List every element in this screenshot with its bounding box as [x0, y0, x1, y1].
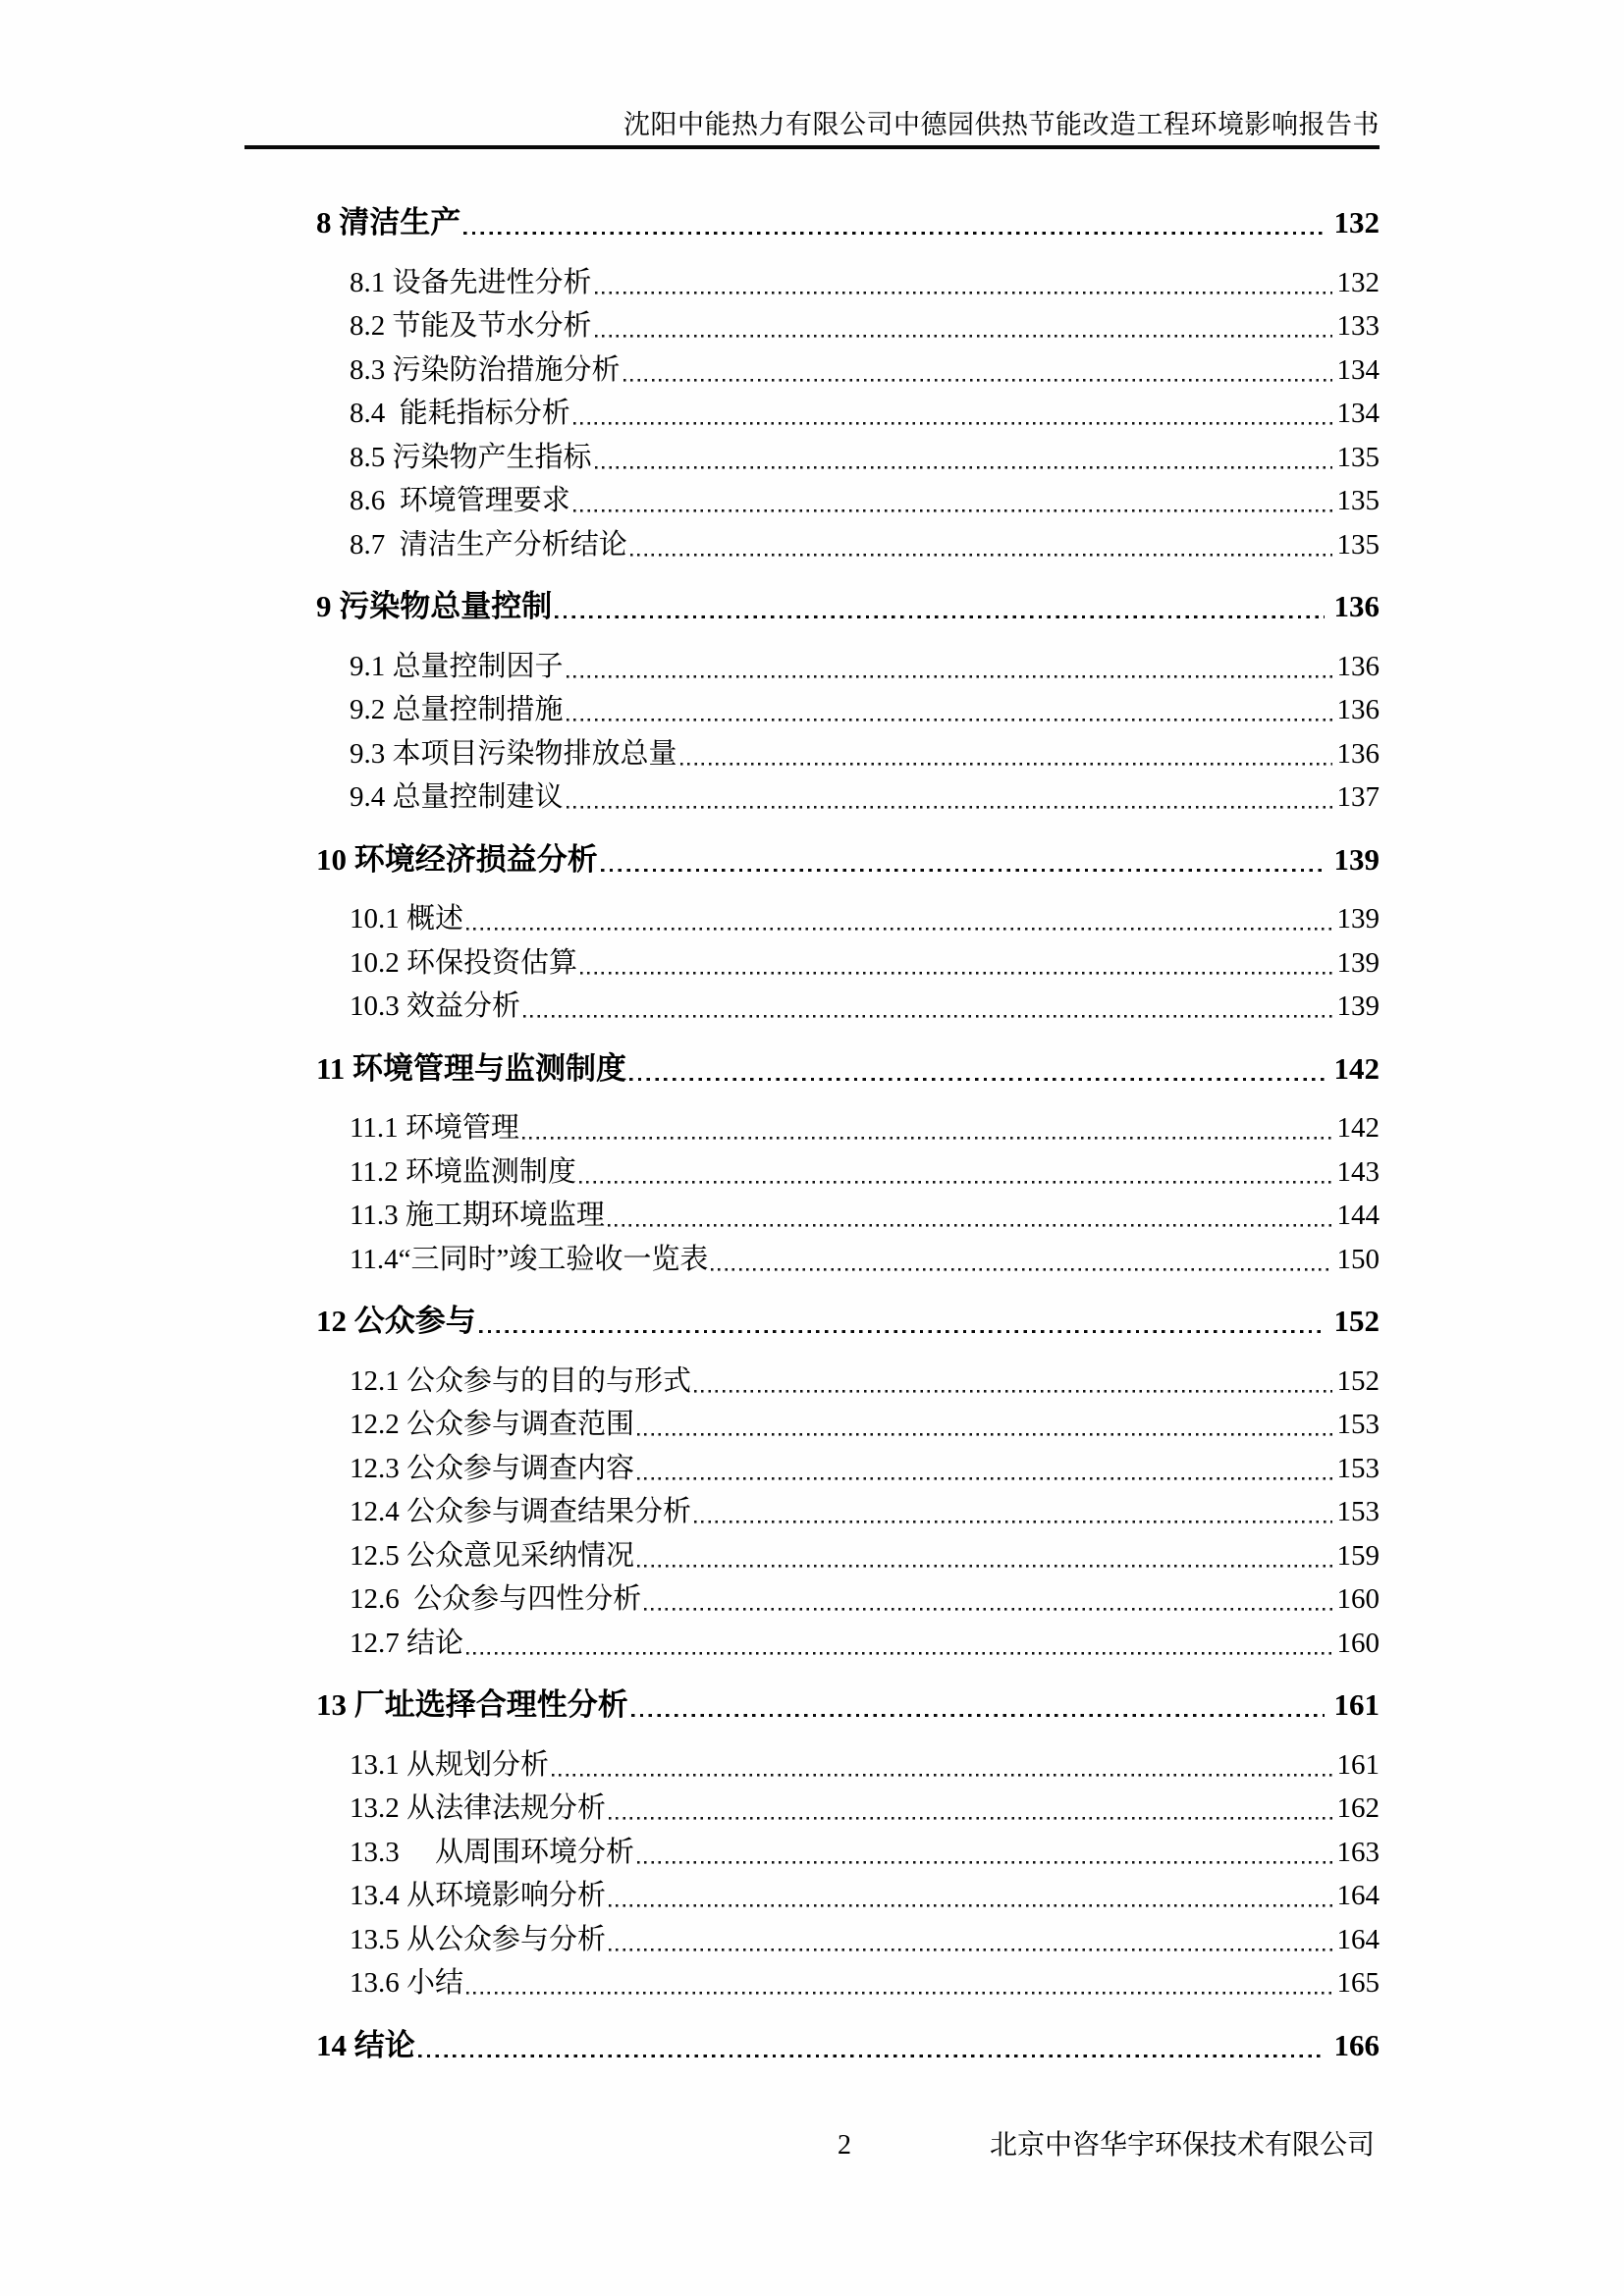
toc-entry[interactable]	[350, 523, 1380, 567]
toc-entry[interactable]	[350, 985, 1380, 1029]
toc-leader-dots	[466, 1961, 1331, 2005]
toc-entry-page-number: 153	[1336, 1496, 1380, 1527]
toc-entry-page-number: 152	[1333, 1304, 1380, 1338]
toc-entry-page-number: 166	[1333, 2027, 1380, 2062]
toc-entry[interactable]	[350, 1622, 1380, 1666]
toc-entry-label: 13.3 从周围环境分析	[350, 1836, 635, 1868]
toc-leader-dots	[631, 1683, 1325, 1728]
toc-entry-label: 9 污染物总量控制	[316, 589, 553, 623]
toc-entry-page-number: 162	[1336, 1792, 1380, 1824]
toc-entry-page-number: 163	[1336, 1836, 1380, 1868]
toc-entry-label: 9.1 总量控制因子	[350, 650, 564, 682]
toc-entry[interactable]	[350, 1150, 1380, 1195]
toc-entry-page-number: 136	[1333, 589, 1380, 623]
toc-entry-page-number: 142	[1333, 1050, 1380, 1086]
toc-entry[interactable]	[350, 775, 1380, 820]
toc-entry[interactable]	[350, 688, 1380, 732]
page-header-title: 沈阳中能热力有限公司中德园供热节能改造工程环境影响报告书	[623, 110, 1380, 139]
toc-entry-page-number: 132	[1336, 266, 1380, 298]
toc-entry-page-number: 161	[1336, 1748, 1380, 1781]
toc-leader-dots	[573, 392, 1332, 436]
toc-leader-dots	[644, 1577, 1331, 1622]
toc-entry-label: 10.3 效益分析	[350, 990, 521, 1022]
header-rule	[244, 145, 1380, 149]
toc-entry[interactable]	[350, 1238, 1380, 1282]
toc-entry[interactable]	[350, 304, 1380, 348]
toc-entry[interactable]	[350, 941, 1380, 986]
toc-entry-page-number: 142	[1336, 1112, 1380, 1144]
toc-entry[interactable]	[316, 2024, 1380, 2068]
toc-entry[interactable]	[350, 348, 1380, 393]
toc-entry-page-number: 164	[1336, 1880, 1380, 1911]
toc-leader-dots	[567, 775, 1332, 820]
toc-entry-label: 11.3 施工期环境监理	[350, 1200, 605, 1231]
toc-entry-label: 9.3 本项目污染物排放总量	[350, 737, 677, 770]
toc-entry-page-number: 139	[1336, 946, 1380, 979]
toc-entry-label: 13.1 从规划分析	[350, 1748, 550, 1781]
toc-leader-dots	[522, 1106, 1332, 1150]
toc-entry-page-number: 160	[1336, 1583, 1380, 1615]
toc-entry[interactable]	[350, 392, 1380, 436]
toc-entry[interactable]	[316, 1683, 1380, 1728]
toc-leader-dots	[479, 1300, 1325, 1344]
toc-leader-dots	[609, 1874, 1331, 1918]
toc-leader-dots	[680, 732, 1332, 776]
toc-entry-page-number: 136	[1336, 737, 1380, 770]
toc-entry[interactable]	[350, 261, 1380, 305]
toc-entry-label: 13 厂址选择合理性分析	[316, 1687, 628, 1722]
toc-entry[interactable]	[350, 1403, 1380, 1447]
toc-entry-page-number: 152	[1336, 1364, 1380, 1397]
toc-entry-page-number: 133	[1336, 310, 1380, 342]
toc-leader-dots	[630, 523, 1332, 567]
toc-entry-page-number: 137	[1336, 781, 1380, 813]
toc-entry-page-number: 143	[1336, 1155, 1380, 1188]
toc-entry[interactable]	[316, 1047, 1380, 1092]
toc-entry-label: 10.1 概述	[350, 903, 464, 934]
toc-entry-label: 8.3 污染防治措施分析	[350, 353, 621, 386]
toc-leader-dots	[463, 201, 1324, 245]
toc-leader-dots	[694, 1360, 1331, 1404]
toc-entry[interactable]	[350, 1360, 1380, 1404]
footer-company-name: 北京中咨华宇环保技术有限公司	[989, 2130, 1375, 2161]
toc-entry[interactable]	[350, 645, 1380, 689]
toc-entry-label: 12.5 公众意见采纳情况	[350, 1539, 635, 1572]
toc-entry-page-number: 139	[1336, 990, 1380, 1022]
toc-leader-dots	[573, 479, 1332, 523]
toc-entry[interactable]	[350, 1874, 1380, 1918]
toc-entry[interactable]	[350, 1787, 1380, 1831]
toc-entry-page-number: 139	[1336, 903, 1380, 934]
toc-entry-page-number: 134	[1336, 398, 1380, 429]
toc-entry-label: 11.2 环境监测制度	[350, 1155, 576, 1188]
toc-entry-page-number: 136	[1336, 694, 1380, 725]
toc-entry[interactable]	[350, 1447, 1380, 1491]
toc-entry[interactable]	[350, 1106, 1380, 1150]
toc-leader-dots	[609, 1918, 1331, 1962]
toc-entry-label: 12.7 结论	[350, 1627, 464, 1659]
toc-entry-page-number: 135	[1336, 485, 1380, 516]
toc-entry[interactable]	[316, 585, 1380, 629]
toc-entry[interactable]	[350, 1490, 1380, 1534]
toc-leader-dots	[601, 838, 1325, 882]
toc-leader-dots	[567, 688, 1332, 732]
toc-entry[interactable]	[350, 1831, 1380, 1875]
toc-leader-dots	[629, 1047, 1324, 1092]
toc-leader-dots	[523, 985, 1331, 1029]
toc-leader-dots	[711, 1238, 1331, 1282]
toc-entry-page-number: 136	[1336, 650, 1380, 682]
toc-entry-page-number: 153	[1336, 1452, 1380, 1484]
toc-entry-page-number: 161	[1333, 1687, 1380, 1722]
toc-entry-page-number: 134	[1336, 353, 1380, 386]
toc-leader-dots	[637, 1447, 1331, 1491]
toc-entry-label: 11.1 环境管理	[350, 1112, 519, 1144]
toc-leader-dots	[623, 348, 1332, 393]
toc-entry-label: 8 清洁生产	[316, 205, 461, 240]
toc-entry-label: 12.6 公众参与四性分析	[350, 1583, 642, 1615]
toc-entry-label: 13.4 从环境影响分析	[350, 1880, 607, 1911]
toc-entry[interactable]	[316, 201, 1380, 245]
toc-leader-dots	[595, 261, 1332, 305]
toc-leader-dots	[555, 585, 1324, 629]
table-of-contents	[244, 183, 1380, 2083]
toc-entry[interactable]	[316, 1300, 1380, 1344]
toc-entry[interactable]	[350, 1961, 1380, 2005]
toc-leader-dots	[466, 897, 1331, 941]
toc-entry[interactable]	[350, 1918, 1380, 1962]
toc-entry[interactable]	[350, 479, 1380, 523]
toc-leader-dots	[595, 304, 1332, 348]
toc-entry-label: 8.7 清洁生产分析结论	[350, 528, 627, 561]
toc-leader-dots	[637, 1534, 1331, 1578]
toc-entry-page-number: 164	[1336, 1923, 1380, 1955]
toc-entry[interactable]	[350, 1534, 1380, 1578]
toc-entry[interactable]	[350, 436, 1380, 480]
toc-leader-dots	[579, 1150, 1332, 1195]
toc-entry-label: 12.4 公众参与调查结果分析	[350, 1496, 692, 1527]
toc-entry-label: 12 公众参与	[316, 1304, 476, 1338]
toc-leader-dots	[466, 1622, 1331, 1666]
toc-entry-page-number: 135	[1336, 441, 1380, 473]
toc-leader-dots	[418, 2024, 1325, 2068]
toc-entry-label: 10.2 环保投资估算	[350, 946, 578, 979]
toc-entry-label: 8.1 设备先进性分析	[350, 266, 592, 298]
toc-leader-dots	[637, 1403, 1331, 1447]
toc-entry-label: 13.6 小结	[350, 1967, 464, 1999]
toc-leader-dots	[608, 1194, 1332, 1238]
toc-leader-dots	[609, 1787, 1331, 1831]
toc-entry[interactable]	[316, 838, 1380, 882]
toc-entry-page-number: 150	[1336, 1243, 1380, 1275]
toc-entry-label: 12.2 公众参与调查范围	[350, 1409, 635, 1440]
toc-entry-label: 9.2 总量控制措施	[350, 694, 564, 725]
toc-entry-label: 12.3 公众参与调查内容	[350, 1452, 635, 1484]
toc-entry-page-number: 139	[1333, 841, 1380, 877]
toc-entry-page-number: 165	[1336, 1967, 1380, 1999]
toc-entry-label: 13.2 从法律法规分析	[350, 1792, 607, 1824]
toc-entry-page-number: 144	[1336, 1200, 1380, 1231]
toc-entry-label: 13.5 从公众参与分析	[350, 1923, 607, 1955]
toc-entry[interactable]	[350, 1194, 1380, 1238]
toc-leader-dots	[694, 1490, 1331, 1534]
toc-entry-label: 8.2 节能及节水分析	[350, 310, 592, 342]
toc-entry-label: 12.1 公众参与的目的与形式	[350, 1364, 692, 1397]
footer-page-number: 2	[838, 2130, 851, 2161]
toc-entry-label: 8.4 能耗指标分析	[350, 398, 570, 429]
toc-leader-dots	[552, 1743, 1331, 1788]
toc-entry-label: 9.4 总量控制建议	[350, 781, 564, 813]
toc-leader-dots	[637, 1831, 1331, 1875]
toc-entry-page-number: 153	[1336, 1409, 1380, 1440]
toc-leader-dots	[580, 941, 1331, 986]
toc-leader-dots	[567, 645, 1332, 689]
toc-entry-page-number: 132	[1333, 205, 1380, 240]
toc-entry-label: 11 环境管理与监测制度	[316, 1050, 627, 1086]
toc-entry[interactable]	[350, 1577, 1380, 1622]
toc-entry-label: 10 环境经济损益分析	[316, 841, 598, 877]
toc-leader-dots	[595, 436, 1332, 480]
toc-entry-page-number: 135	[1336, 528, 1380, 561]
toc-entry[interactable]	[350, 1743, 1380, 1788]
toc-entry-label: 11.4“三同时”竣工验收一览表	[350, 1243, 709, 1275]
toc-entry[interactable]	[350, 732, 1380, 776]
toc-entry-label: 8.5 污染物产生指标	[350, 441, 592, 473]
toc-entry-page-number: 159	[1336, 1539, 1380, 1572]
toc-entry[interactable]	[350, 897, 1380, 941]
toc-entry-label: 14 结论	[316, 2027, 415, 2062]
toc-entry-label: 8.6 环境管理要求	[350, 485, 570, 516]
toc-entry-page-number: 160	[1336, 1627, 1380, 1659]
